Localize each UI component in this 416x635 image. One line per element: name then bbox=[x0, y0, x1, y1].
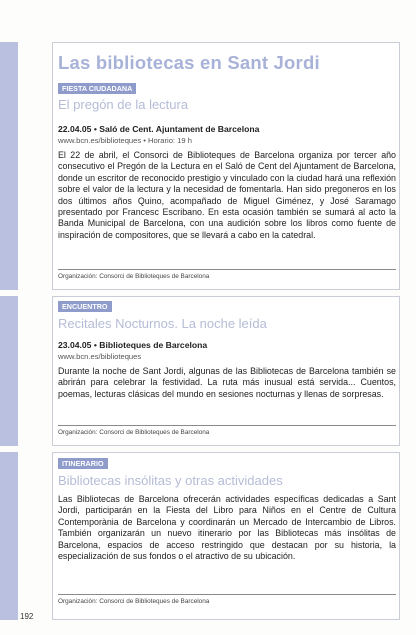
section-body: Durante la noche de Sant Jordi, algunas de las Bibliotecas de Barcelona también se abrirán para celebrar la festividad. La ruta más inusual está servida... Cuentos, poemas, lecturas clásicas del mundo en sesiones nocturnas y llenas de sorpresas. bbox=[58, 366, 396, 399]
divider bbox=[58, 269, 396, 270]
divider bbox=[58, 594, 396, 595]
divider bbox=[58, 425, 396, 426]
page-number: 192 bbox=[20, 612, 34, 621]
section-badge: FIESTA CIUDADANA bbox=[58, 83, 136, 94]
section-title: El pregón de la lectura bbox=[58, 97, 189, 112]
section-accent-bar bbox=[0, 452, 18, 620]
event-url: www.bcn.es/biblioteques • Horario: 19 h bbox=[58, 136, 192, 145]
section-badge: ENCUENTRO bbox=[58, 301, 112, 312]
section-badge: ITINERARIO bbox=[58, 458, 108, 469]
organizer-note: Organización: Consorci de Biblioteques de Barcelona bbox=[58, 429, 210, 436]
section-title: Bibliotecas insólitas y otras actividades bbox=[58, 473, 283, 488]
event-date-venue: 23.04.05 • Biblioteques de Barcelona bbox=[58, 340, 208, 350]
organizer-note: Organización: Consorci de Biblioteques de Barcelona bbox=[58, 598, 210, 605]
section-accent-bar bbox=[0, 296, 18, 446]
section-body: Las Bibliotecas de Barcelona ofrecerán actividades específicas dedicadas a Sant Jordi, participarán en la Fiesta del Libro para Niños en el Centre de Cultura Contemporània de Barcelona y coordinarán un Mercado de Intercambio de Libros. También organizarán un nuevo itinerario por las Bibliotecas más insólitas de Barcelona, espacios de acceso restringido que destacan por su historia, la especialización de sus fondos o el atractivo de su ubicación. bbox=[58, 494, 396, 562]
page-title: Las bibliotecas en Sant Jordi bbox=[58, 52, 320, 73]
event-url: www.bcn.es/biblioteques bbox=[58, 352, 142, 361]
organizer-note: Organización: Consorci de Biblioteques de Barcelona bbox=[58, 273, 210, 280]
event-date-venue: 22.04.05 • Saló de Cent. Ajuntament de Barcelona bbox=[58, 124, 260, 134]
section-body: El 22 de abril, el Consorci de Biblioteques de Barcelona organiza por tercer año consecutivo el Pregón de la Lectura en el Saló de Cent del Ajuntament de Barcelona, donde un escritor de reconocido prestigio y vinculado con la ciudad hará una reflexión sobre el valor de la lectura y la necesidad de fomentarla. Han sido pregoneros en los dos últimos años Quino, acompañado de Miguel Giménez, y José Saramago presentado por Francesc Escribano. En esta ocasión también se sumará al acto la Banda Municipal de Barcelona, con una audición sobre los libros como fuente de inspiración de compositores, que se llevará a cabo en la catedral. bbox=[58, 150, 396, 240]
section-title: Recitales Nocturnos. La noche leída bbox=[58, 316, 267, 331]
section-accent-bar bbox=[0, 42, 18, 290]
